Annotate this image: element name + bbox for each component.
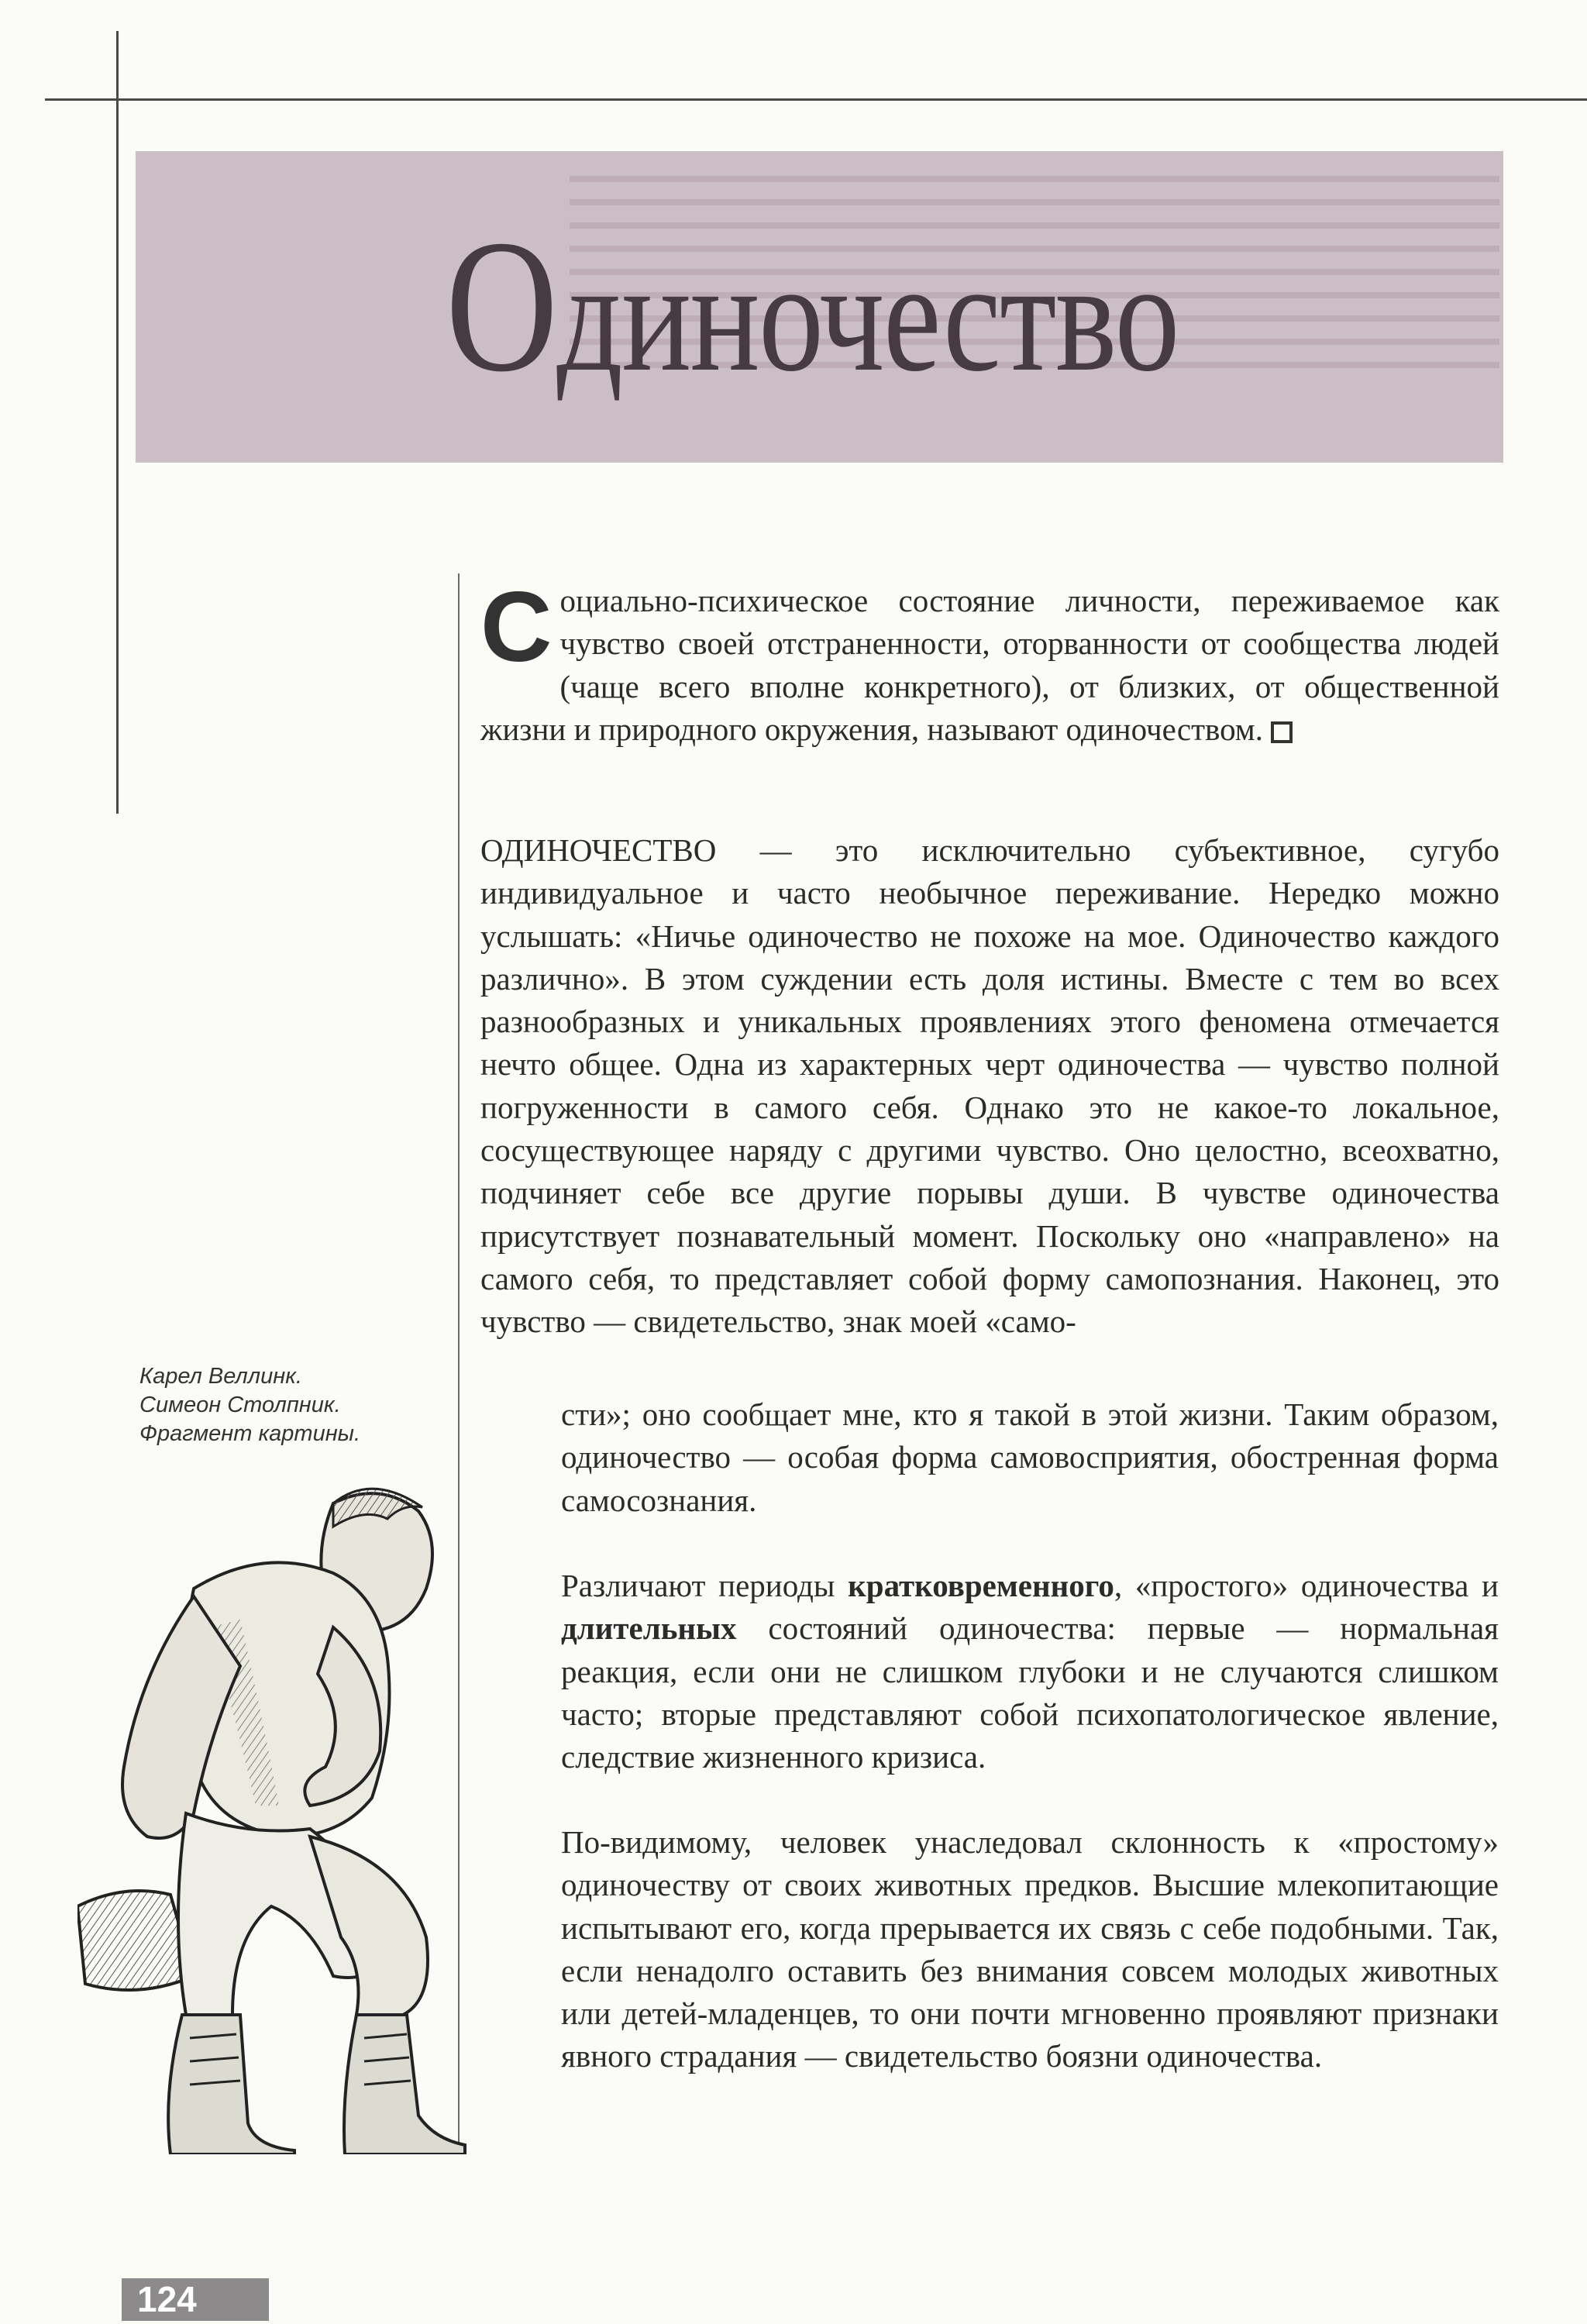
top-rule bbox=[45, 98, 1587, 101]
para2-text-b: , «простого» одиночества и bbox=[1114, 1568, 1499, 1603]
body-paragraph-1-continued: сти»; оно сообщает мне, кто я такой в этой жизни. Таким образом, одиночество — особая форма самовосприятия, обостренная форма самосознания. bbox=[561, 1396, 1499, 1518]
body-paragraph-2 bbox=[561, 1565, 1499, 1778]
page-title bbox=[446, 201, 1179, 418]
drop-cap: С bbox=[480, 572, 553, 683]
seated-man-illustration bbox=[77, 1472, 480, 2154]
left-rule bbox=[116, 31, 119, 814]
caption-line-1: Карел Веллинк. bbox=[139, 1364, 302, 1389]
body-paragraph-1: ОДИНОЧЕСТВО — это исключительно субъективное, сугубо индивидуальное и часто необычное переживание. Нередко можно услышать: «Ничье одиночество не похоже на мое. Одиночество каждого различно». В этом суждении есть доля истины. Вместе с тем во всех разнообразных и уникальных проявлениях этого феномена отмечается нечто общее. Одна из характерных черт одиночества — чувство полной погруженности в самого себя. Однако это не какое-то локальное, сосуществующее наряду с другими чувство. Оно целостно, всеохватно, подчиняет себе все другие порывы души. В чувстве одиночества присутствует познавательный момент. Поскольку оно «направлено» на самого себя, то представляет собой форму самопознания. Наконец, это чувство — свидетельство, знак моей «само- bbox=[480, 832, 1499, 1340]
body-paragraph-3: По-видимому, человек унаследовал склонность к «простому» одиночеству от своих животных предков. Высшие млекопитающие испытывают его, когда прерывается их связь с себе подобными. Так, если ненадолго оставить без внимания совсем молодых животных или детей-младенцев, то они почти мгновенно проявляют признаки явного страдания — свидетельство боязни одиночества. bbox=[561, 1824, 1499, 2074]
term-short-term: кратковременного bbox=[848, 1568, 1114, 1603]
illustration-caption bbox=[139, 1362, 434, 1448]
intro-text: оциально-психическое состояние личности, переживаемое как чувство своей отстраненности, оторванности от сообщества людей (чаще всего вполне конкретного), от близких, от общественной жизни и природного окружения, называют одиночеством. bbox=[480, 583, 1499, 747]
title-band bbox=[136, 151, 1503, 463]
para2-text-a: Различают периоды bbox=[561, 1568, 849, 1603]
caption-line-3: Фрагмент картины. bbox=[139, 1421, 361, 1446]
caption-line-2: Симеон Столпник. bbox=[139, 1393, 341, 1417]
intro-paragraph bbox=[480, 572, 1499, 751]
para2-text-c: состояний одиночества: первые — нормальная реакция, если они не слишком глубоки и не случаются слишком часто; вторые представляют собой психопатологическое явление, следствие жизненного кризиса. bbox=[561, 1610, 1499, 1775]
title-initial: О bbox=[446, 201, 557, 411]
page-number: 124 bbox=[122, 2278, 269, 2321]
square-end-mark-icon bbox=[1271, 721, 1293, 743]
term-long-term: длительных bbox=[561, 1610, 737, 1647]
title-rest: диночество bbox=[556, 229, 1179, 405]
